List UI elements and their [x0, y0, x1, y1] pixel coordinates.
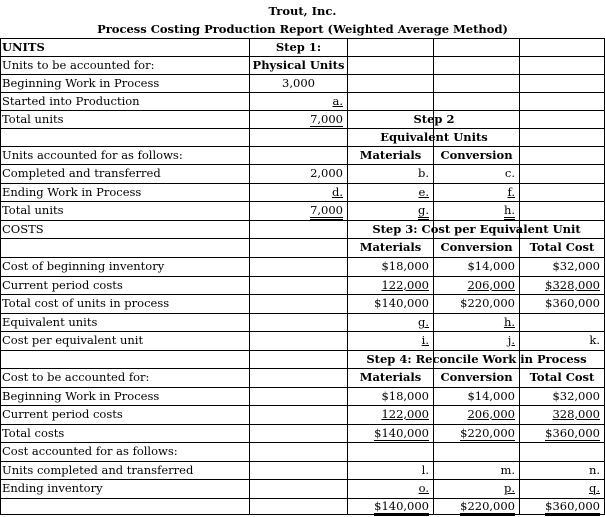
reconcile-row-mat: $140,000 [374, 426, 429, 443]
reconcile-row-total: $360,000 [545, 426, 600, 443]
reconcile-row-total: n. [588, 463, 600, 477]
cost-row-mat: i. [421, 333, 429, 347]
reconcile-row-conv: m. [500, 463, 515, 477]
accounted-as-label: Units accounted for as follows: [2, 148, 183, 162]
reconcile-row-conv: p. [503, 481, 515, 495]
units-accounted-label: Units to be accounted for: [2, 58, 155, 72]
units-heading: UNITS [2, 40, 45, 54]
reconcile-row-mat: l. [421, 463, 429, 477]
cost-row-label: Current period costs [2, 278, 123, 292]
step4-label: Step 4: Reconcile Work in Process [366, 352, 587, 366]
cost-row-total: k. [589, 333, 600, 347]
total-units: 7,000 [310, 112, 343, 129]
completed-mat: b. [417, 166, 429, 180]
reconcile-row-total: $32,000 [552, 389, 600, 403]
reconcile-row-conv: $220,000 [460, 426, 515, 443]
completed-label: Completed and transferred [2, 166, 161, 180]
reconcile-row-conv: 206,000 [467, 407, 515, 421]
cost-row-total: $328,000 [545, 278, 600, 292]
cost-row-mat: $18,000 [381, 259, 429, 273]
reconcile-row-mat: $18,000 [381, 389, 429, 403]
reconcile-row-mat: 122,000 [381, 407, 429, 421]
report-title: Process Costing Production Report (Weighted Average Method) [97, 22, 508, 36]
reconcile-row-label: Current period costs [2, 407, 123, 421]
reconcile-row-label: Beginning Work in Process [2, 389, 160, 403]
step3-materials: Materials [359, 240, 422, 254]
reconcile-row-label: Total costs [2, 426, 65, 440]
cost-row-mat: $140,000 [374, 296, 429, 310]
ending-mat: e. [418, 185, 429, 199]
reconcile-row-total: q. [588, 481, 600, 495]
step4-materials: Materials [359, 370, 422, 384]
cost-row-total: $360,000 [545, 296, 600, 310]
cost-row-label: Equivalent units [2, 315, 98, 329]
reconcile-total-conv: $220,000 [460, 499, 515, 516]
step3-conversion: Conversion [440, 240, 513, 254]
completed-conv: c. [504, 166, 515, 180]
step2-total-physical: 7,000 [310, 203, 343, 220]
ending-physical: d. [331, 185, 343, 199]
cost-row-conv: j. [507, 333, 515, 347]
cost-row-mat: g. [417, 315, 429, 329]
step2-sub: Equivalent Units [380, 130, 488, 144]
costs-heading: COSTS [2, 222, 44, 236]
step2-total-label: Total units [2, 203, 64, 217]
reconcile-row-label: Units completed and transferred [2, 463, 194, 477]
beginning-wip-label: Beginning Work in Process [2, 76, 160, 90]
reconcile-row-label: Cost accounted for as follows: [2, 444, 178, 458]
step4-total-cost: Total Cost [529, 370, 595, 384]
started-label: Started into Production [2, 94, 140, 108]
reconcile-row-conv: $14,000 [467, 389, 515, 403]
cost-row-conv: 206,000 [467, 278, 515, 292]
started-units: a. [332, 94, 343, 108]
step3-total-cost: Total Cost [529, 240, 595, 254]
reconcile-row-label: Ending inventory [2, 481, 103, 495]
cost-row-total: $32,000 [552, 259, 600, 273]
step2-label: Step 2 [413, 112, 455, 126]
step1-label: Step 1: [275, 40, 322, 54]
reconcile-row-label: Cost to be accounted for: [2, 370, 150, 384]
cost-row-total [520, 313, 600, 331]
company-name: Trout, Inc. [268, 4, 337, 18]
reconcile-row-mat: o. [418, 481, 429, 495]
step2-materials: Materials [359, 148, 422, 162]
step2-total-conv: h. [504, 203, 515, 220]
cost-row-label: Cost of beginning inventory [2, 259, 165, 273]
step1-sub: Physical Units [252, 58, 345, 72]
step2-conversion: Conversion [440, 148, 513, 162]
cost-row-conv: $14,000 [467, 259, 515, 273]
ending-label: Ending Work in Process [2, 185, 142, 199]
reconcile-total-total: $360,000 [545, 499, 600, 516]
beginning-wip-units: 3,000 [282, 76, 315, 90]
step2-total-mat: g. [418, 203, 429, 220]
cost-row-conv: h. [503, 315, 515, 329]
completed-physical: 2,000 [310, 166, 343, 180]
cost-row-label: Total cost of units in process [2, 296, 170, 310]
ending-conv: f. [507, 185, 515, 199]
reconcile-row-total: 328,000 [552, 407, 600, 421]
step4-conversion: Conversion [440, 370, 513, 384]
total-units-label: Total units [2, 112, 64, 126]
step3-label: Step 3: Cost per Equivalent Unit [372, 222, 581, 236]
cost-row-label: Cost per equivalent unit [2, 333, 144, 347]
cost-row-conv: $220,000 [460, 296, 515, 310]
reconcile-total-mat: $140,000 [374, 499, 429, 516]
cost-row-mat: 122,000 [381, 278, 429, 292]
